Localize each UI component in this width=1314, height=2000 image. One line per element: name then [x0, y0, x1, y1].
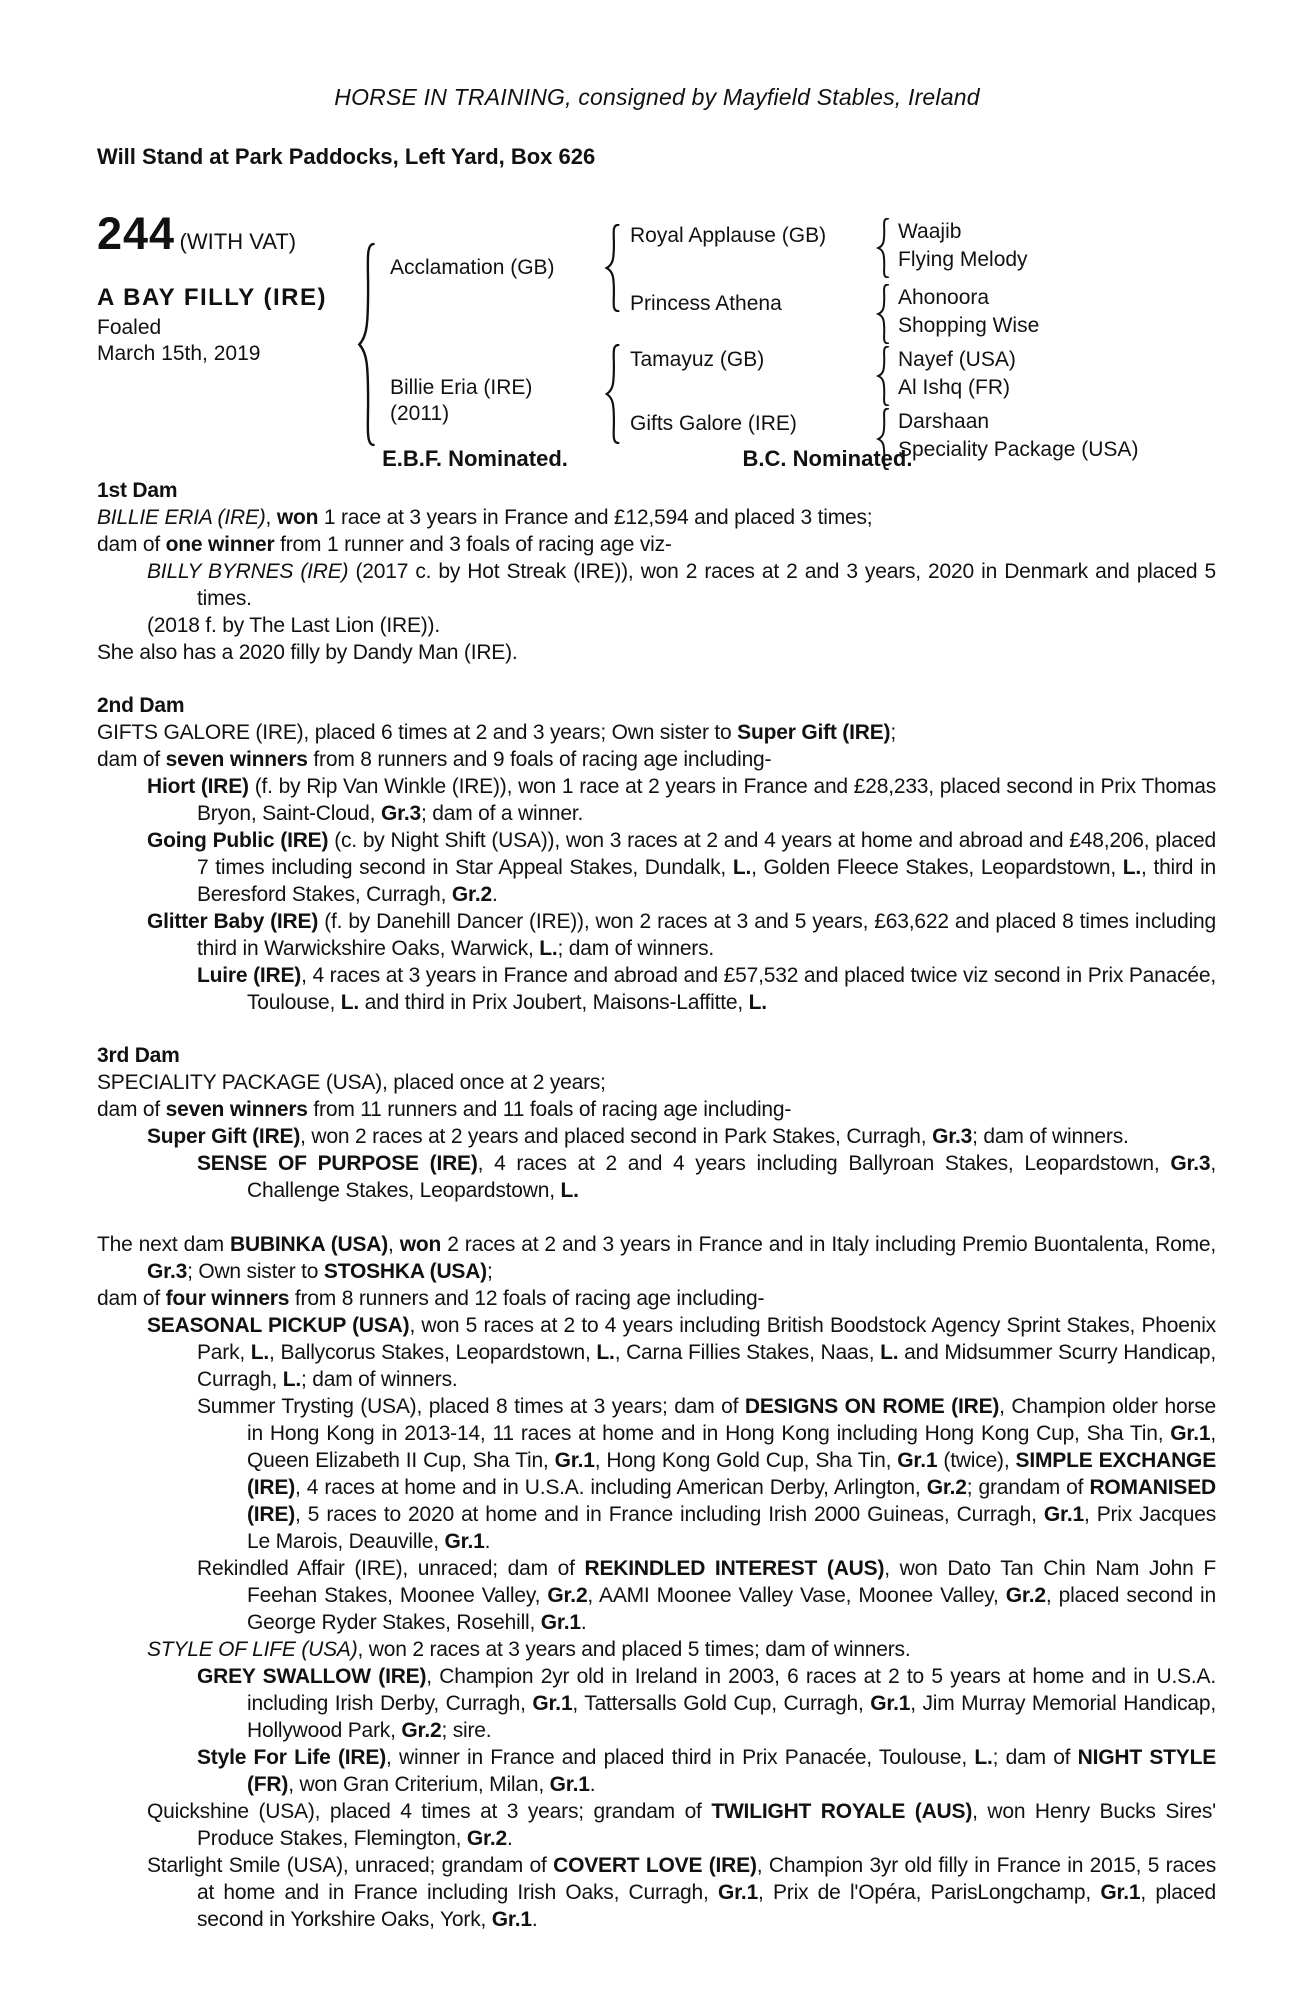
pedigree-brace-icon — [876, 346, 891, 406]
dam-name: Billie Eria (IRE) — [390, 376, 533, 399]
catalog-paragraph: GIFTS GALORE (IRE), placed 6 times at 2 and 3 years; Own sister to Super Gift (IRE); — [97, 721, 896, 744]
catalog-paragraph: dam of one winner from 1 runner and 3 foals of racing age viz- — [97, 533, 672, 556]
gg-sire-sire-sire: Waajib — [898, 220, 962, 243]
catalog-paragraph: dam of four winners from 8 runners and 12 foals of racing age including- — [97, 1287, 765, 1310]
pedigree-brace-icon — [604, 224, 622, 312]
horse-name: A BAY FILLY (IRE) — [97, 284, 327, 311]
catalog-paragraph: GREY SWALLOW (IRE), Champion 2yr old in Ireland in 2003, 6 races at 2 to 5 years at home and in U.S.A. including Irish Derby, Curragh, Gr.1, Tattersalls Gold Cup, Curragh, Gr.1, Jim Murray Memorial Handicap, Hollywood Park, Gr.2; sire. — [197, 1665, 1217, 1742]
catalog-paragraph: BILLIE ERIA (IRE), won 1 race at 3 years in France and £12,594 and placed 3 times; — [97, 506, 873, 529]
catalog-paragraph: STYLE OF LIFE (USA), won 2 races at 3 years and placed 5 times; dam of winners. — [147, 1638, 911, 1661]
sire-name: Acclamation (GB) — [390, 256, 555, 279]
pedigree-brace-icon — [356, 242, 378, 447]
dam-year: (2011) — [390, 402, 450, 425]
foaled-label: Foaled — [97, 316, 162, 339]
catalog-paragraph: (2018 f. by The Last Lion (IRE)). — [147, 614, 440, 637]
catalog-paragraph: BILLY BYRNES (IRE) (2017 c. by Hot Streak (IRE)), won 2 races at 2 and 3 years, 2020 in Denmark and placed 5 times. — [147, 560, 1216, 610]
gg-sire-sire-dam: Flying Melody — [898, 248, 1028, 271]
dam-dam-name: Gifts Galore (IRE) — [630, 412, 797, 435]
catalog-paragraph: Luire (IRE), 4 races at 3 years in France and abroad and £57,532 and placed twice viz second in Prix Panacée, Toulouse, L. and third in Prix Joubert, Maisons-Laffitte, L. — [197, 964, 1216, 1014]
gg-sire-dam-dam: Shopping Wise — [898, 314, 1040, 337]
sire-dam-name: Princess Athena — [630, 292, 782, 315]
catalog-paragraph: Quickshine (USA), placed 4 times at 3 years; grandam of TWILIGHT ROYALE (AUS), won Henry Bucks Sires' Produce Stakes, Flemington, Gr.2. — [147, 1800, 1216, 1850]
gg-dam-dam-dam: Speciality Package (USA) — [898, 438, 1139, 461]
catalog-paragraph: Starlight Smile (USA), unraced; grandam of COVERT LOVE (IRE), Champion 3yr old filly in France in 2015, 5 races at home and in France including Irish Oaks, Curragh, Gr.1, Prix de l'Opéra, ParisLongchamp, Gr.1, placed second in Yorkshire Oaks, York, Gr.1. — [147, 1854, 1217, 1931]
bc-nomination: B.C. Nominated. — [742, 446, 913, 471]
catalog-paragraph: Hiort (IRE) (f. by Rip Van Winkle (IRE)), won 1 race at 2 years in France and £28,233, placed second in Prix Thomas Bryon, Saint-Cloud, Gr.3; dam of a winner. — [147, 775, 1217, 825]
catalog-paragraph: The next dam BUBINKA (USA), won 2 races at 2 and 3 years in France and in Italy including Premio Buontalenta, Rome, Gr.3; Own sister to STOSHKA (USA); — [97, 1233, 1216, 1283]
foaled-date: March 15th, 2019 — [97, 342, 261, 365]
gg-dam-sire-sire: Nayef (USA) — [898, 348, 1016, 371]
section-heading: 2nd Dam — [97, 694, 185, 717]
gg-dam-dam-sire: Darshaan — [898, 410, 990, 433]
lot-row — [97, 208, 297, 259]
pedigree-chart — [0, 208, 1314, 477]
sire-sire-name: Royal Applause (GB) — [630, 224, 827, 247]
pedigree-text — [97, 477, 1216, 1933]
vat-label: (WITH VAT) — [179, 229, 297, 254]
catalog-paragraph: Style For Life (IRE), winner in France and placed third in Prix Panacée, Toulouse, L.; dam of NIGHT STYLE (FR), won Gran Criterium, Milan, Gr.1. — [197, 1746, 1217, 1796]
pedigree-brace-icon — [604, 344, 622, 444]
catalog-paragraph: Super Gift (IRE), won 2 races at 2 years and placed second in Park Stakes, Curragh, Gr.3; dam of winners. — [147, 1125, 1129, 1148]
catalog-paragraph: Glitter Baby (IRE) (f. by Danehill Dancer (IRE)), won 2 races at 3 and 5 years, £63,622 and placed 8 times including third in Warwickshire Oaks, Warwick, L.; dam of winners. — [147, 910, 1216, 960]
catalog-paragraph: SEASONAL PICKUP (USA), won 5 races at 2 to 4 years including British Boodstock Agency Sprint Stakes, Phoenix Park, L., Ballycorus Stakes, Leopardstown, L., Carna Fillies Stakes, Naas, L. and Midsummer Scurry Handicap, Curragh, L.; dam of winners. — [147, 1314, 1217, 1391]
section-heading: 1st Dam — [97, 479, 178, 502]
catalog-paragraph: She also has a 2020 filly by Dandy Man (IRE). — [97, 641, 518, 664]
catalog-paragraph: Summer Trysting (USA), placed 8 times at 3 years; dam of DESIGNS ON ROME (IRE), Champion older horse in Hong Kong in 2013-14, 11 races at home and in Hong Kong including Hong Kong Cup, Sha Tin, Gr.1, Queen Elizabeth II Cup, Sha Tin, Gr.1, Hong Kong Gold Cup, Sha Tin, Gr.1 (twice), SIMPLE EXCHANGE (IRE), 4 races at home and in U.S.A. including American Derby, Arlington, Gr.2; grandam of ROMANISED (IRE), 5 races to 2020 at home and in France including Irish 2000 Guineas, Curragh, Gr.1, Prix Jacques Le Marois, Deauville, Gr.1. — [197, 1395, 1216, 1553]
catalog-paragraph: Going Public (IRE) (c. by Night Shift (USA)), won 3 races at 2 and 4 years at home and abroad and £48,206, placed 7 times including second in Star Appeal Stakes, Dundalk, L., Golden Fleece Stakes, Leopardstown, L., third in Beresford Stakes, Curragh, Gr.2. — [147, 829, 1217, 906]
page-title: HORSE IN TRAINING, consigned by Mayfield Stables, Ireland — [334, 84, 980, 110]
section-heading: 3rd Dam — [97, 1044, 180, 1067]
catalog-paragraph: dam of seven winners from 8 runners and 9 foals of racing age including- — [97, 748, 772, 771]
catalog-paragraph: SPECIALITY PACKAGE (USA), placed once at 2 years; — [97, 1071, 606, 1094]
stand-location: Will Stand at Park Paddocks, Left Yard, Box 626 — [97, 144, 596, 169]
gg-dam-sire-dam: Al Ishq (FR) — [898, 376, 1011, 399]
lot-number: 244 — [97, 208, 176, 259]
catalog-paragraph: Rekindled Affair (IRE), unraced; dam of REKINDLED INTEREST (AUS), won Dato Tan Chin Nam John F Feehan Stakes, Moonee Valley, Gr.2, AAMI Moonee Valley Vase, Moonee Valley, Gr.2, placed second in George Ryder Stakes, Rosehill, Gr.1. — [197, 1557, 1216, 1634]
ebf-nomination: E.B.F. Nominated. — [382, 446, 568, 471]
gg-sire-dam-sire: Ahonoora — [898, 286, 990, 309]
pedigree-brace-icon — [876, 218, 891, 278]
pedigree-brace-icon — [876, 284, 891, 344]
catalog-paragraph: dam of seven winners from 11 runners and 11 foals of racing age including- — [97, 1098, 792, 1121]
catalog-paragraph: SENSE OF PURPOSE (IRE), 4 races at 2 and 4 years including Ballyroan Stakes, Leopardstown, Gr.3, Challenge Stakes, Leopardstown, L. — [197, 1152, 1217, 1202]
dam-sire-name: Tamayuz (GB) — [630, 348, 765, 371]
